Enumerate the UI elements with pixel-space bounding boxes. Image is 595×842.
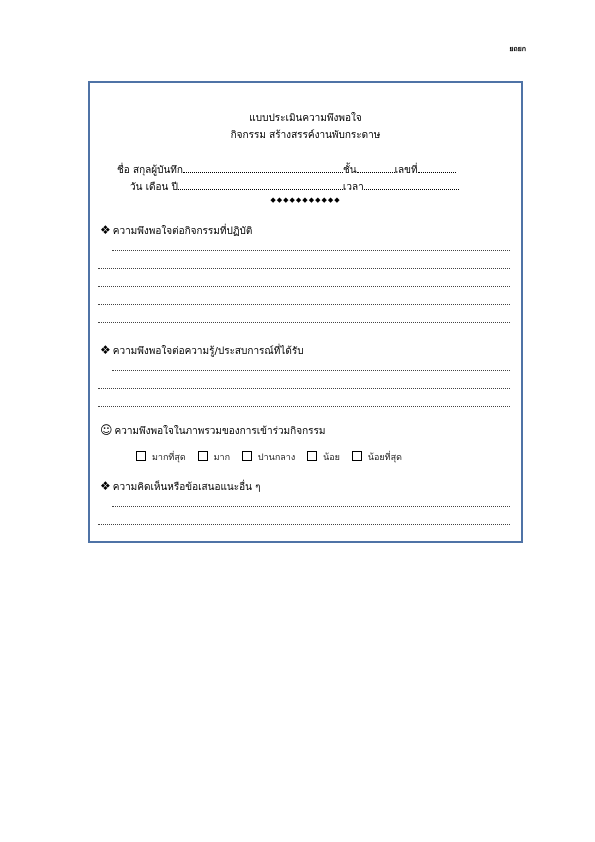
diamond-divider: ◆◆◆◆◆◆◆◆◆◆◆ [270,196,341,204]
time-field[interactable] [364,188,459,190]
name-row [117,163,456,178]
name-label: ชื่อ สกุลผู้บันทึก [117,165,183,176]
answer-line[interactable] [98,524,510,525]
answer-line[interactable] [98,406,510,407]
answer-line[interactable] [98,388,510,389]
number-label: เลขที่ [394,165,418,176]
grade-label: ชั้น [342,165,357,176]
name-field[interactable] [183,171,343,173]
rating-option-most[interactable]: มากที่สุด [136,450,186,464]
diamond-bullet-icon: ❖ [100,223,111,237]
form-title: แบบประเมินความพึงพอใจ [249,113,362,124]
answer-line[interactable] [98,286,510,287]
answer-line[interactable] [112,250,510,251]
checkbox-icon[interactable] [136,451,146,461]
date-row [130,180,459,195]
rating-options [136,450,411,464]
rating-option-much[interactable]: มาก [198,450,230,464]
section-suggestions [100,479,261,495]
answer-line[interactable] [112,506,510,507]
answer-line[interactable] [112,370,510,371]
smiley-icon: ☺ [100,423,113,437]
checkbox-icon[interactable] [352,451,362,461]
time-label: เวลา [342,182,364,193]
diamond-bullet-icon: ❖ [100,479,111,493]
section-overall-satisfaction [100,423,325,439]
answer-line[interactable] [98,304,510,305]
diamond-bullet-icon: ❖ [100,343,111,357]
section-label: ความคิดเห็นหรือข้อเสนอแนะอื่น ๆ [112,482,261,493]
activity-title: กิจกรรม สร้างสรรค์งานพับกระดาษ [230,130,381,141]
date-label: วัน เดือน ปี [130,182,178,193]
rating-option-least[interactable]: น้อยที่สุด [352,450,402,464]
section-knowledge-satisfaction [100,343,304,359]
section-activity-satisfaction [100,223,252,239]
rating-option-moderate[interactable]: ปานกลาง [242,450,295,464]
grade-field[interactable] [357,171,395,173]
corner-label: ยถยก [509,45,526,53]
section-label: ความพึงพอใจต่อความรู้/ประสบการณ์ที่ได้รับ [112,346,304,357]
checkbox-icon[interactable] [198,451,208,461]
form-frame [88,81,523,543]
section-label: ความพึงพอใจต่อกิจกรรมที่ปฏิบัติ [112,226,253,237]
checkbox-icon[interactable] [242,451,252,461]
checkbox-icon[interactable] [307,451,317,461]
section-label: ความพึงพอใจในภาพรวมของการเข้าร่วมกิจกรรม [114,426,326,437]
rating-option-little[interactable]: น้อย [307,450,340,464]
answer-line[interactable] [98,322,510,323]
number-field[interactable] [418,171,456,173]
answer-line[interactable] [98,268,510,269]
date-field[interactable] [178,188,343,190]
